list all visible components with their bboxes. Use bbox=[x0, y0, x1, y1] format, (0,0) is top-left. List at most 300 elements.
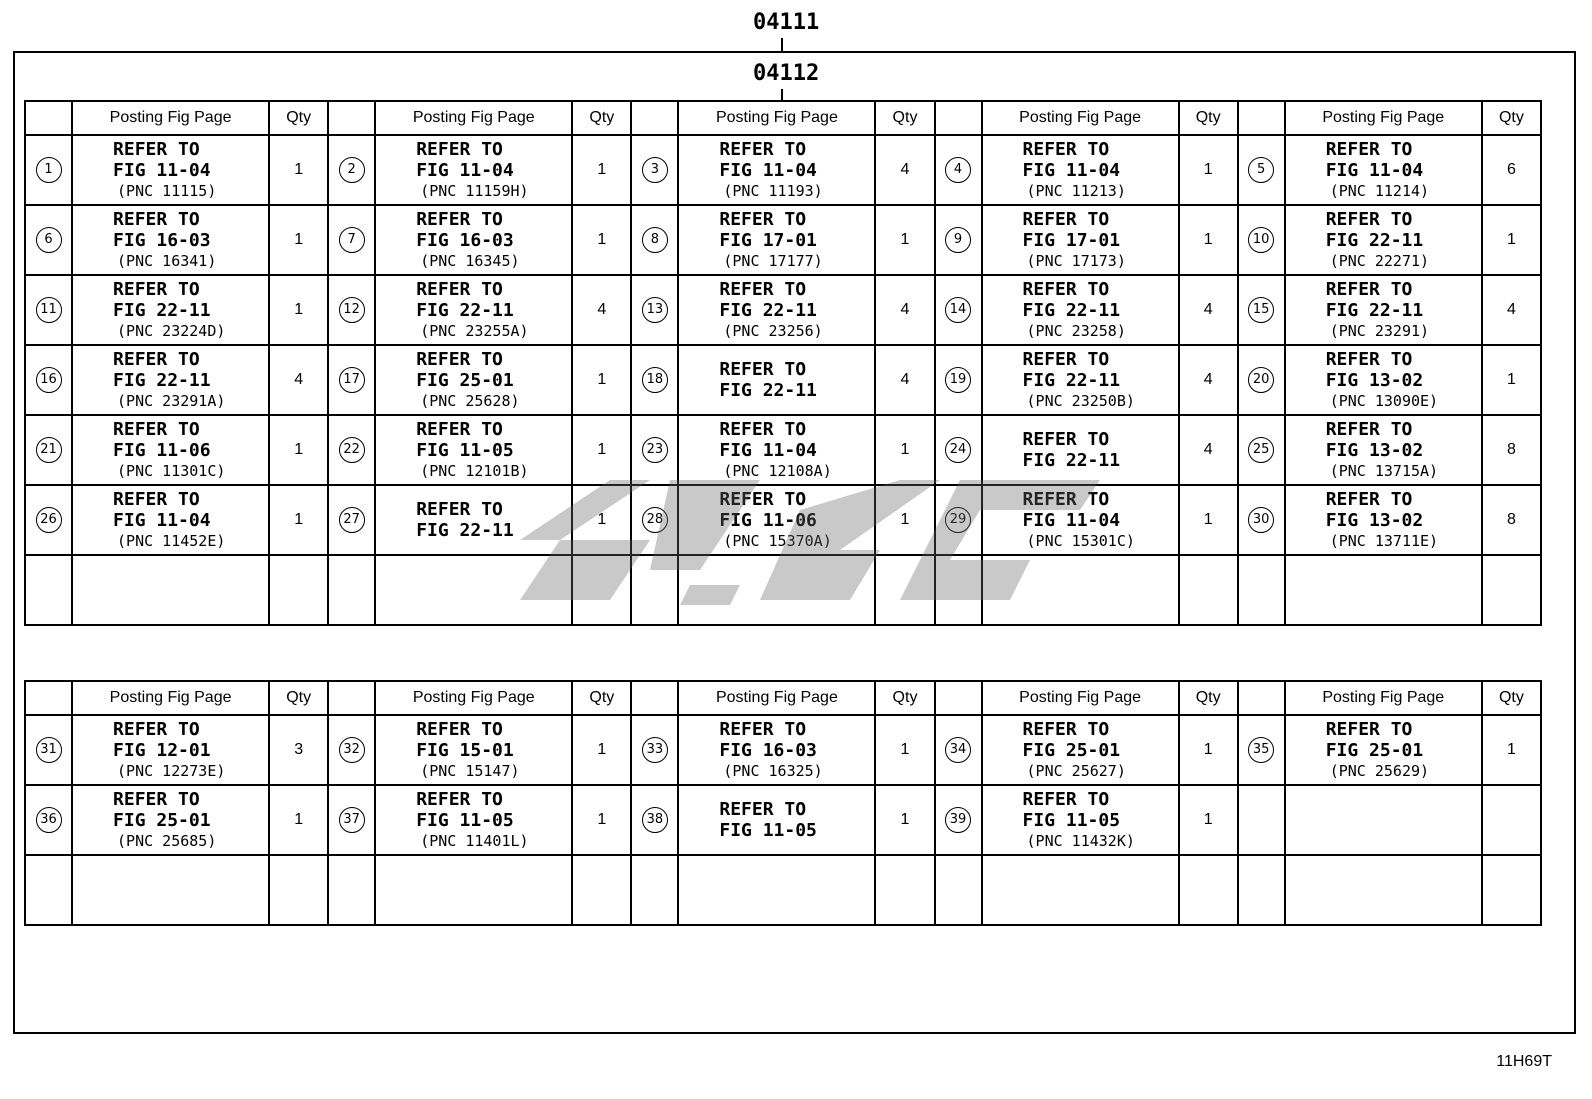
header-qty: Qty bbox=[572, 101, 631, 135]
blank-cell bbox=[935, 855, 982, 925]
item-number-cell bbox=[631, 275, 678, 345]
fig-reference: FIG 22-11 bbox=[416, 520, 514, 541]
posting-fig-page-cell bbox=[982, 485, 1179, 555]
pnc-number: (PNC 11452E) bbox=[117, 531, 226, 550]
pnc-number: (PNC 17177) bbox=[723, 251, 823, 270]
pnc-number: (PNC 12101B) bbox=[420, 461, 529, 480]
item-number-circle: 21 bbox=[36, 437, 62, 463]
refer-to-text: REFER TO bbox=[113, 788, 200, 810]
item-number-circle: 19 bbox=[945, 367, 971, 393]
fig-reference: FIG 11-04 bbox=[1022, 509, 1121, 531]
qty-cell: 1 bbox=[1179, 485, 1238, 555]
item-number-cell bbox=[935, 415, 982, 485]
qty-cell: 1 bbox=[1482, 345, 1541, 415]
fig-reference: FIG 22-11 bbox=[1022, 369, 1121, 391]
fig-reference: FIG 22-11 bbox=[719, 380, 817, 401]
qty-cell: 4 bbox=[875, 135, 934, 205]
blank-cell bbox=[572, 555, 631, 625]
qty-cell: 1 bbox=[572, 485, 631, 555]
header-row bbox=[25, 101, 1541, 135]
fig-reference: FIG 11-05 bbox=[416, 809, 514, 831]
posting-fig-page-cell bbox=[678, 485, 875, 555]
header-qty: Qty bbox=[1179, 101, 1238, 135]
inner-part-code: 04112 bbox=[753, 61, 820, 86]
blank-cell bbox=[25, 855, 72, 925]
item-number-cell bbox=[935, 135, 982, 205]
qty-cell: 1 bbox=[572, 415, 631, 485]
table-row bbox=[25, 205, 1541, 275]
item-number-cell bbox=[25, 415, 72, 485]
posting-fig-page-cell bbox=[1285, 415, 1482, 485]
pnc-number: (PNC 25628) bbox=[420, 391, 520, 410]
blank-cell bbox=[1238, 555, 1285, 625]
qty-cell: 4 bbox=[875, 275, 934, 345]
refer-to-text: REFER TO bbox=[1325, 718, 1413, 740]
item-number-circle: 10 bbox=[1248, 227, 1274, 253]
table-row bbox=[25, 275, 1541, 345]
outer-leader-line bbox=[781, 38, 783, 51]
qty-cell: 1 bbox=[269, 485, 328, 555]
posting-fig-page-cell bbox=[1285, 485, 1482, 555]
item-number-cell bbox=[328, 415, 375, 485]
item-number-circle: 28 bbox=[642, 507, 668, 533]
header-index-cell bbox=[935, 101, 982, 135]
posting-fig-page-cell bbox=[375, 135, 572, 205]
refer-to-text: REFER TO bbox=[1022, 278, 1110, 300]
refer-to-text: REFER TO bbox=[1022, 348, 1110, 370]
qty-cell: 1 bbox=[1179, 785, 1238, 855]
header-index-cell bbox=[1238, 681, 1285, 715]
refer-to-text: REFER TO bbox=[113, 348, 200, 370]
refer-to-text: REFER TO bbox=[1022, 488, 1110, 510]
refer-to-text: REFER TO bbox=[1022, 429, 1110, 450]
item-number-cell bbox=[935, 785, 982, 855]
item-number-circle: 35 bbox=[1248, 737, 1274, 763]
posting-fig-page-cell bbox=[72, 275, 269, 345]
pnc-number: (PNC 11213) bbox=[1026, 181, 1126, 200]
item-number-cell bbox=[631, 205, 678, 275]
item-number-circle: 4 bbox=[945, 157, 971, 183]
header-qty: Qty bbox=[572, 681, 631, 715]
qty-cell: 1 bbox=[1179, 135, 1238, 205]
refer-to-text: REFER TO bbox=[1325, 278, 1413, 300]
blank-cell bbox=[72, 855, 269, 925]
refer-to-text: REFER TO bbox=[416, 788, 503, 810]
refer-to-text: REFER TO bbox=[113, 278, 200, 300]
fig-reference: FIG 11-04 bbox=[1325, 159, 1424, 181]
fig-reference: FIG 11-04 bbox=[416, 159, 514, 181]
item-number-cell bbox=[1238, 345, 1285, 415]
posting-fig-page-cell bbox=[72, 715, 269, 785]
pnc-number: (PNC 23224D) bbox=[117, 321, 226, 340]
refer-to-text: REFER TO bbox=[1022, 138, 1110, 160]
fig-reference: FIG 11-04 bbox=[113, 509, 211, 531]
refer-to-text: REFER TO bbox=[113, 418, 200, 440]
posting-fig-page-cell bbox=[982, 715, 1179, 785]
pnc-number: (PNC 11159H) bbox=[420, 181, 529, 200]
table-row bbox=[25, 135, 1541, 205]
fig-reference: FIG 11-04 bbox=[719, 439, 817, 461]
blank-cell bbox=[572, 855, 631, 925]
posting-fig-page-cell bbox=[678, 345, 875, 415]
refer-to-text: REFER TO bbox=[1325, 208, 1413, 230]
blank-cell bbox=[72, 555, 269, 625]
header-qty: Qty bbox=[875, 681, 934, 715]
item-number-cell bbox=[1238, 275, 1285, 345]
blank-row bbox=[25, 555, 1541, 625]
blank-cell bbox=[328, 555, 375, 625]
item-number-circle: 16 bbox=[36, 367, 62, 393]
header-index-cell bbox=[631, 681, 678, 715]
pnc-number: (PNC 11115) bbox=[117, 181, 217, 200]
item-number-cell bbox=[328, 485, 375, 555]
fig-reference: FIG 17-01 bbox=[1022, 229, 1121, 251]
item-number-circle: 38 bbox=[642, 807, 668, 833]
fig-reference: FIG 11-04 bbox=[1022, 159, 1121, 181]
table-row bbox=[25, 415, 1541, 485]
fig-reference: FIG 22-11 bbox=[1022, 299, 1121, 321]
pnc-number: (PNC 16325) bbox=[723, 761, 823, 780]
item-number-circle: 22 bbox=[339, 437, 365, 463]
item-number-cell bbox=[25, 485, 72, 555]
fig-reference: FIG 16-03 bbox=[416, 229, 514, 251]
item-number-cell bbox=[1238, 415, 1285, 485]
item-number-circle: 18 bbox=[642, 367, 668, 393]
item-number-circle: 6 bbox=[36, 227, 62, 253]
header-qty: Qty bbox=[269, 101, 328, 135]
qty-cell: 1 bbox=[1482, 205, 1541, 275]
fig-reference: FIG 25-01 bbox=[416, 369, 514, 391]
pnc-number: (PNC 12108A) bbox=[723, 461, 832, 480]
pnc-number: (PNC 16345) bbox=[420, 251, 520, 270]
qty-cell: 1 bbox=[572, 785, 631, 855]
pnc-number: (PNC 11301C) bbox=[117, 461, 226, 480]
header-qty: Qty bbox=[269, 681, 328, 715]
refer-to-text: REFER TO bbox=[416, 718, 503, 740]
fig-reference: FIG 22-11 bbox=[113, 299, 211, 321]
fig-reference: FIG 11-04 bbox=[719, 159, 817, 181]
qty-cell: 1 bbox=[269, 135, 328, 205]
posting-fig-page-cell bbox=[678, 715, 875, 785]
fig-reference: FIG 22-11 bbox=[1325, 299, 1424, 321]
pnc-number: (PNC 16341) bbox=[117, 251, 217, 270]
fig-reference: FIG 13-02 bbox=[1325, 369, 1424, 391]
refer-to-text: REFER TO bbox=[1325, 488, 1413, 510]
refer-to-text: REFER TO bbox=[113, 138, 200, 160]
refer-to-text: REFER TO bbox=[1325, 418, 1413, 440]
posting-fig-page-cell bbox=[72, 415, 269, 485]
qty-cell: 1 bbox=[572, 135, 631, 205]
header-index-cell bbox=[631, 101, 678, 135]
qty-cell: 4 bbox=[1179, 415, 1238, 485]
fig-reference: FIG 22-11 bbox=[719, 299, 817, 321]
posting-fig-page-cell bbox=[982, 785, 1179, 855]
fig-reference: FIG 16-03 bbox=[113, 229, 211, 251]
item-number-circle: 7 bbox=[339, 227, 365, 253]
item-number-circle: 17 bbox=[339, 367, 365, 393]
item-number-cell bbox=[25, 785, 72, 855]
pnc-number: (PNC 23250B) bbox=[1026, 391, 1135, 410]
header-qty: Qty bbox=[875, 101, 934, 135]
outer-part-code: 04111 bbox=[753, 10, 820, 35]
fig-reference: FIG 25-01 bbox=[113, 809, 211, 831]
refer-to-text: REFER TO bbox=[719, 278, 807, 300]
item-number-cell bbox=[25, 715, 72, 785]
item-number-cell bbox=[935, 485, 982, 555]
qty-cell: 4 bbox=[572, 275, 631, 345]
posting-fig-page-cell bbox=[678, 205, 875, 275]
refer-to-text: REFER TO bbox=[1325, 348, 1413, 370]
item-number-circle: 8 bbox=[642, 227, 668, 253]
item-number-circle: 39 bbox=[945, 807, 971, 833]
item-number-cell bbox=[631, 135, 678, 205]
header-posting-fig-page: Posting Fig Page bbox=[72, 101, 269, 135]
pnc-number: (PNC 15370A) bbox=[723, 531, 832, 550]
fig-reference: FIG 16-03 bbox=[719, 739, 817, 761]
refer-to-text: REFER TO bbox=[416, 499, 503, 520]
item-number-circle: 23 bbox=[642, 437, 668, 463]
qty-cell: 1 bbox=[572, 205, 631, 275]
qty-cell: 4 bbox=[875, 345, 934, 415]
item-number-circle: 15 bbox=[1248, 297, 1274, 323]
item-number-cell bbox=[935, 715, 982, 785]
qty-cell: 1 bbox=[269, 415, 328, 485]
item-number-cell bbox=[1238, 205, 1285, 275]
fig-reference: FIG 11-05 bbox=[719, 820, 817, 841]
blank-cell bbox=[875, 555, 934, 625]
header-index-cell bbox=[25, 681, 72, 715]
item-number-circle: 13 bbox=[642, 297, 668, 323]
refer-to-text: REFER TO bbox=[719, 488, 807, 510]
item-number-cell bbox=[328, 785, 375, 855]
item-number-cell bbox=[328, 715, 375, 785]
refer-to-text: REFER TO bbox=[416, 208, 503, 230]
item-number-cell bbox=[631, 485, 678, 555]
refer-to-text: REFER TO bbox=[1325, 138, 1413, 160]
pnc-number: (PNC 12273E) bbox=[117, 761, 226, 780]
header-posting-fig-page: Posting Fig Page bbox=[982, 101, 1179, 135]
header-qty: Qty bbox=[1482, 101, 1541, 135]
qty-cell: 1 bbox=[875, 715, 934, 785]
item-number-circle: 25 bbox=[1248, 437, 1274, 463]
blank-row bbox=[25, 855, 1541, 925]
posting-fig-page-cell bbox=[1285, 275, 1482, 345]
header-qty: Qty bbox=[1482, 681, 1541, 715]
blank-cell bbox=[875, 855, 934, 925]
item-number-cell bbox=[1238, 485, 1285, 555]
qty-cell: 1 bbox=[572, 345, 631, 415]
fig-reference: FIG 11-06 bbox=[113, 439, 211, 461]
qty-cell: 8 bbox=[1482, 485, 1541, 555]
item-number-cell bbox=[631, 345, 678, 415]
item-number-circle: 5 bbox=[1248, 157, 1274, 183]
refer-to-text: REFER TO bbox=[113, 208, 200, 230]
refer-to-text: REFER TO bbox=[719, 418, 807, 440]
posting-fig-page-cell bbox=[375, 345, 572, 415]
item-number-cell bbox=[631, 415, 678, 485]
qty-cell: 1 bbox=[875, 415, 934, 485]
posting-fig-page-cell bbox=[982, 205, 1179, 275]
posting-fig-page-cell bbox=[678, 275, 875, 345]
header-index-cell bbox=[1238, 101, 1285, 135]
pnc-number: (PNC 25685) bbox=[117, 831, 217, 850]
fig-reference: FIG 22-11 bbox=[416, 299, 514, 321]
fig-reference: FIG 11-06 bbox=[719, 509, 817, 531]
qty-cell: 1 bbox=[269, 205, 328, 275]
fig-reference: FIG 15-01 bbox=[416, 739, 514, 761]
header-index-cell bbox=[328, 101, 375, 135]
fig-reference: FIG 17-01 bbox=[719, 229, 817, 251]
item-number-circle: 14 bbox=[945, 297, 971, 323]
fig-reference: FIG 11-05 bbox=[1022, 809, 1121, 831]
header-posting-fig-page: Posting Fig Page bbox=[1285, 681, 1482, 715]
pnc-number: (PNC 13090E) bbox=[1329, 391, 1439, 410]
item-number-circle: 34 bbox=[945, 737, 971, 763]
posting-fig-page-cell bbox=[1285, 345, 1482, 415]
fig-reference: FIG 12-01 bbox=[113, 739, 211, 761]
qty-cell: 1 bbox=[1482, 715, 1541, 785]
item-number-cell bbox=[1238, 715, 1285, 785]
blank-cell bbox=[982, 855, 1179, 925]
item-number-circle: 20 bbox=[1248, 367, 1274, 393]
header-posting-fig-page: Posting Fig Page bbox=[72, 681, 269, 715]
item-number-circle: 12 bbox=[339, 297, 365, 323]
figure-code: 11H69T bbox=[1496, 1053, 1552, 1070]
fig-reference: FIG 25-01 bbox=[1022, 739, 1121, 761]
pnc-number: (PNC 25629) bbox=[1329, 761, 1430, 780]
item-number-circle: 30 bbox=[1248, 507, 1274, 533]
posting-fig-page-cell bbox=[1285, 715, 1482, 785]
posting-fig-page-cell bbox=[1285, 785, 1482, 855]
item-number-cell bbox=[25, 275, 72, 345]
posting-fig-page-cell bbox=[72, 345, 269, 415]
blank-cell bbox=[631, 555, 678, 625]
pnc-number: (PNC 11401L) bbox=[420, 831, 529, 850]
posting-fig-page-cell bbox=[678, 785, 875, 855]
item-number-circle: 1 bbox=[36, 157, 62, 183]
blank-cell bbox=[269, 555, 328, 625]
blank-cell bbox=[375, 855, 572, 925]
refer-to-text: REFER TO bbox=[719, 208, 807, 230]
posting-fig-page-cell bbox=[678, 135, 875, 205]
item-number-cell bbox=[328, 135, 375, 205]
pnc-number: (PNC 23256) bbox=[723, 321, 823, 340]
item-number-cell bbox=[328, 275, 375, 345]
qty-cell: 1 bbox=[269, 275, 328, 345]
qty-cell: 6 bbox=[1482, 135, 1541, 205]
posting-fig-page-cell bbox=[72, 205, 269, 275]
item-number-circle: 26 bbox=[36, 507, 62, 533]
refer-to-text: REFER TO bbox=[416, 138, 503, 160]
posting-fig-page-cell bbox=[375, 275, 572, 345]
blank-cell bbox=[1285, 855, 1482, 925]
posting-fig-page-cell bbox=[375, 485, 572, 555]
refer-to-text: REFER TO bbox=[719, 718, 807, 740]
item-number-circle: 3 bbox=[642, 157, 668, 183]
qty-cell: 1 bbox=[269, 785, 328, 855]
fig-reference: FIG 25-01 bbox=[1325, 739, 1424, 761]
item-number-cell bbox=[1238, 135, 1285, 205]
item-number-circle: 32 bbox=[339, 737, 365, 763]
refer-to-text: REFER TO bbox=[719, 799, 807, 820]
item-number-cell bbox=[935, 205, 982, 275]
header-posting-fig-page: Posting Fig Page bbox=[375, 681, 572, 715]
blank-cell bbox=[375, 555, 572, 625]
qty-cell: 4 bbox=[1482, 275, 1541, 345]
blank-cell bbox=[678, 555, 875, 625]
refer-to-text: REFER TO bbox=[113, 488, 200, 510]
pnc-number: (PNC 23255A) bbox=[420, 321, 529, 340]
refer-to-text: REFER TO bbox=[719, 359, 807, 380]
item-number-cell bbox=[25, 135, 72, 205]
posting-fig-page-cell bbox=[982, 345, 1179, 415]
fig-reference: FIG 11-04 bbox=[113, 159, 211, 181]
item-number-cell bbox=[25, 345, 72, 415]
pnc-number: (PNC 11214) bbox=[1329, 181, 1430, 200]
pnc-number: (PNC 11432K) bbox=[1026, 831, 1135, 850]
pnc-number: (PNC 23258) bbox=[1026, 321, 1126, 340]
blank-cell bbox=[1179, 855, 1238, 925]
item-number-circle: 27 bbox=[339, 507, 365, 533]
pnc-number: (PNC 22271) bbox=[1329, 251, 1430, 270]
blank-cell bbox=[982, 555, 1179, 625]
refer-to-text: REFER TO bbox=[416, 418, 503, 440]
blank-cell bbox=[631, 855, 678, 925]
table-row bbox=[25, 785, 1541, 855]
header-index-cell bbox=[328, 681, 375, 715]
item-number-circle: 29 bbox=[945, 507, 971, 533]
qty-cell: 1 bbox=[875, 205, 934, 275]
posting-fig-page-cell bbox=[375, 205, 572, 275]
blank-cell bbox=[1285, 555, 1482, 625]
item-number-cell bbox=[328, 345, 375, 415]
item-number-cell bbox=[25, 205, 72, 275]
item-number-circle: 37 bbox=[339, 807, 365, 833]
header-posting-fig-page: Posting Fig Page bbox=[678, 101, 875, 135]
qty-cell: 4 bbox=[269, 345, 328, 415]
table-row bbox=[25, 345, 1541, 415]
blank-cell bbox=[1482, 555, 1541, 625]
header-qty: Qty bbox=[1179, 681, 1238, 715]
qty-cell: 4 bbox=[1179, 345, 1238, 415]
table-row bbox=[25, 715, 1541, 785]
posting-fig-page-cell bbox=[982, 415, 1179, 485]
posting-fig-page-cell bbox=[375, 715, 572, 785]
posting-fig-page-cell bbox=[375, 785, 572, 855]
item-number-circle: 11 bbox=[36, 297, 62, 323]
pnc-number: (PNC 13715A) bbox=[1329, 461, 1439, 480]
blank-cell bbox=[328, 855, 375, 925]
fig-reference: FIG 22-11 bbox=[113, 369, 211, 391]
qty-cell: 1 bbox=[572, 715, 631, 785]
qty-cell: 3 bbox=[269, 715, 328, 785]
posting-fig-page-cell bbox=[982, 135, 1179, 205]
pnc-number: (PNC 13711E) bbox=[1329, 531, 1439, 550]
blank-cell bbox=[1179, 555, 1238, 625]
blank-cell bbox=[935, 555, 982, 625]
header-posting-fig-page: Posting Fig Page bbox=[678, 681, 875, 715]
item-number-circle: 31 bbox=[36, 737, 62, 763]
refer-to-text: REFER TO bbox=[1022, 788, 1110, 810]
posting-fig-page-cell bbox=[678, 415, 875, 485]
refer-to-text: REFER TO bbox=[416, 278, 503, 300]
qty-cell bbox=[1482, 785, 1541, 855]
pnc-number: (PNC 15301C) bbox=[1026, 531, 1135, 550]
header-posting-fig-page: Posting Fig Page bbox=[1285, 101, 1482, 135]
qty-cell: 4 bbox=[1179, 275, 1238, 345]
item-number-circle: 2 bbox=[339, 157, 365, 183]
blank-cell bbox=[25, 555, 72, 625]
